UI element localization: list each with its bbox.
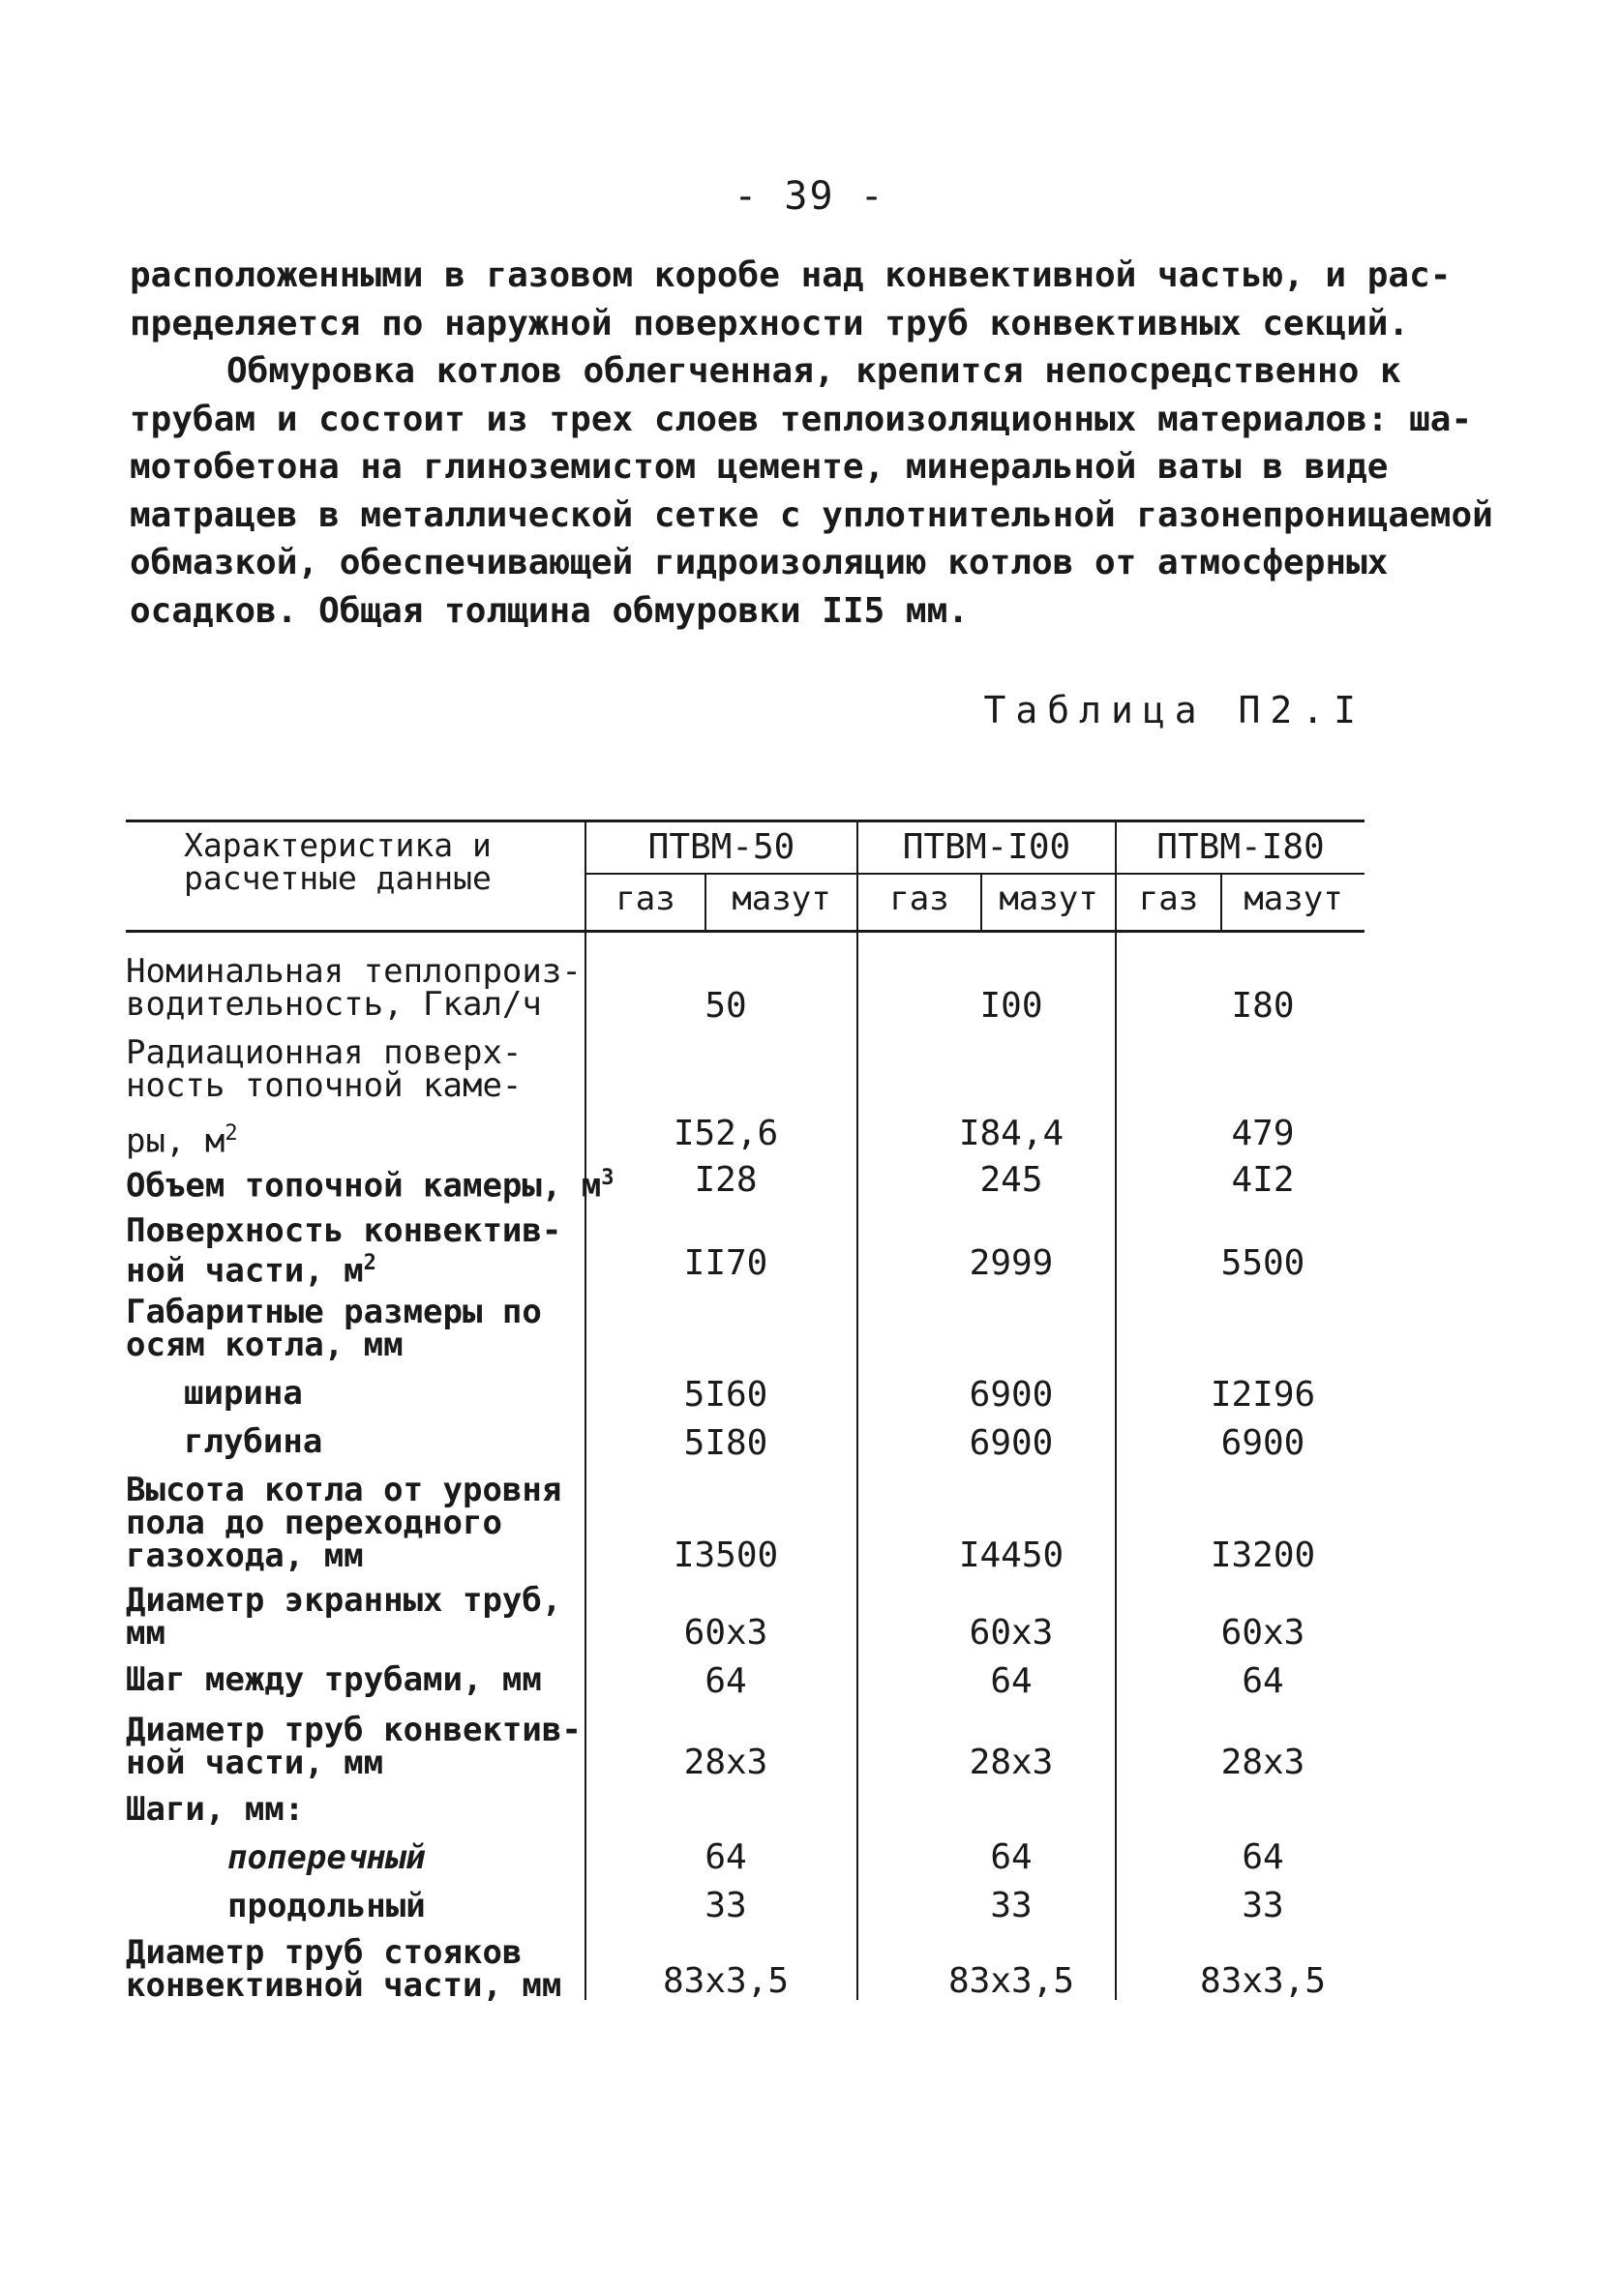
subcolumn-title: газ xyxy=(889,880,949,918)
value-cell: 83x3,5 xyxy=(662,1961,790,2001)
row-label xyxy=(126,1711,582,1782)
row-label xyxy=(126,1933,562,2005)
value-cell: I80 xyxy=(1231,986,1295,1026)
value-cell: 50 xyxy=(705,986,747,1026)
value-cell: 60x3 xyxy=(683,1613,768,1653)
row-label xyxy=(126,1211,562,1291)
unit-superscript: 2 xyxy=(363,1251,376,1275)
row-label-line: Радиационная поверх- xyxy=(126,1033,523,1072)
paragraph-line: матрацев в металлической сетке с уплотнительной газонепроницаемой xyxy=(130,494,1493,535)
value-cell: 64 xyxy=(705,1837,747,1877)
value-cell: I4450 xyxy=(958,1536,1064,1575)
value-cell: 64 xyxy=(990,1837,1033,1877)
value-cell: I52,6 xyxy=(673,1114,779,1153)
row-label-line: осям котла, мм xyxy=(126,1326,404,1364)
header-label xyxy=(184,826,492,897)
value-cell: 64 xyxy=(705,1661,747,1701)
column-title: ПТВМ-I00 xyxy=(902,827,1071,867)
value-cell: 4I2 xyxy=(1231,1160,1295,1200)
value-cell: I84,4 xyxy=(958,1114,1064,1153)
row-label-line xyxy=(126,1247,561,1291)
value-cell: 64 xyxy=(990,1661,1033,1701)
value-cell: 6900 xyxy=(1220,1423,1305,1463)
row-label-line: газохода, мм xyxy=(126,1536,364,1575)
header-label-line: Характеристика и xyxy=(184,826,492,864)
table-col-divider xyxy=(585,820,586,2000)
paragraph-line: осадков. Общая толщина обмуровки II5 мм. xyxy=(130,590,969,631)
row-label-text: Объем топочной камеры, м xyxy=(126,1166,602,1206)
row-label xyxy=(126,1471,562,1575)
row-label: Шаги, мм: xyxy=(126,1790,305,1829)
value-cell: 28x3 xyxy=(1220,1743,1305,1782)
unit-superscript: 3 xyxy=(601,1166,615,1190)
value-cell: I00 xyxy=(979,986,1043,1026)
value-cell: II70 xyxy=(683,1243,768,1283)
subcolumn-title: газ xyxy=(1138,880,1199,918)
header-label-line: расчетные данные xyxy=(184,859,492,897)
column-title: ПТВМ-50 xyxy=(647,827,795,867)
value-cell: 6900 xyxy=(969,1423,1054,1463)
row-label xyxy=(126,1581,562,1653)
value-cell: 5I80 xyxy=(683,1423,768,1463)
value-cell: 33 xyxy=(990,1886,1033,1925)
table-caption: Таблица П2.I xyxy=(983,689,1365,731)
row-label xyxy=(126,952,582,1024)
paragraph-line: трубам и состоит из трех слоев теплоизоляционных материалов: ша- xyxy=(130,399,1473,439)
paragraph-line: мотобетона на глиноземистом цементе, минеральной ваты в виде xyxy=(130,447,1389,487)
value-cell: 64 xyxy=(1242,1837,1284,1877)
subcolumn-title: мазут xyxy=(732,880,831,918)
row-label-line: Габаритные размеры по xyxy=(126,1293,542,1331)
row-label: ширина xyxy=(184,1374,303,1413)
data-table xyxy=(126,820,1364,2005)
row-label-line xyxy=(126,1118,522,1161)
row-label-text: ры, м xyxy=(126,1121,225,1161)
paragraph-line: Обмуровка котлов облегченная, крепится непосредственно к xyxy=(226,351,1401,391)
value-cell: I2I96 xyxy=(1210,1375,1316,1415)
body-text xyxy=(130,252,1493,635)
table-col-divider xyxy=(1115,820,1117,2000)
row-label-text: ной части, м xyxy=(126,1251,364,1291)
row-label-line: Поверхность конвектив- xyxy=(126,1211,562,1250)
value-cell: 5I60 xyxy=(683,1375,768,1415)
table-col-divider xyxy=(856,820,858,2000)
value-cell: 245 xyxy=(979,1160,1043,1200)
value-cell: 6900 xyxy=(969,1375,1054,1415)
value-cell: 28x3 xyxy=(683,1743,768,1782)
value-cell: I3200 xyxy=(1210,1536,1316,1575)
row-label: поперечный xyxy=(227,1838,426,1877)
row-label-line: пола до переходного xyxy=(126,1504,502,1542)
paragraph-line: пределяется по наружной поверхности труб конвективных секций. xyxy=(130,303,1410,343)
value-cell: 33 xyxy=(705,1886,747,1925)
row-label: глубина xyxy=(184,1422,323,1461)
row-label xyxy=(126,1033,523,1161)
value-cell: 83x3,5 xyxy=(1199,1961,1327,2001)
unit-superscript: 2 xyxy=(225,1121,238,1146)
row-label xyxy=(126,1293,542,1364)
column-title: ПТВМ-I80 xyxy=(1156,827,1325,867)
subcolumn-title: мазут xyxy=(999,880,1098,918)
row-label-line: конвективной части, мм xyxy=(126,1966,562,2005)
table-subheader-rule xyxy=(585,873,1364,875)
row-label-line: Высота котла от уровня xyxy=(126,1471,562,1509)
value-cell: 33 xyxy=(1242,1886,1284,1925)
row-label-line: мм xyxy=(126,1614,165,1653)
value-cell: 2999 xyxy=(969,1243,1054,1283)
value-cell: 28x3 xyxy=(969,1743,1054,1782)
value-cell: 60x3 xyxy=(969,1613,1054,1653)
value-cell: 479 xyxy=(1231,1114,1295,1153)
value-cell: I28 xyxy=(694,1160,758,1200)
row-label xyxy=(126,1162,615,1206)
value-cell: 83x3,5 xyxy=(947,1961,1075,2001)
value-cell: I3500 xyxy=(673,1536,779,1575)
paragraph-line: расположенными в газовом коробе над конвективной частью, и рас- xyxy=(130,255,1452,295)
value-cell: 64 xyxy=(1242,1661,1284,1701)
page-number: - 39 - xyxy=(734,174,885,219)
row-label-line: водительность, Гкал/ч xyxy=(126,985,542,1024)
subcolumn-title: мазут xyxy=(1244,880,1343,918)
row-label-line: ность топочной каме- xyxy=(126,1066,523,1105)
value-cell: 5500 xyxy=(1220,1243,1305,1283)
row-label-line: ной части, мм xyxy=(126,1744,384,1782)
subcolumn-title: газ xyxy=(615,880,675,918)
paragraph-line: обмазкой, обеспечивающей гидроизоляцию котлов от атмосферных xyxy=(130,543,1389,582)
table-top-rule xyxy=(126,820,1364,822)
row-label-line: Диаметр экранных труб, xyxy=(126,1581,562,1620)
row-label: продольный xyxy=(227,1887,426,1925)
row-label: Шаг между трубами, мм xyxy=(126,1660,542,1699)
value-cell: 60x3 xyxy=(1220,1613,1305,1653)
table-header-bottom-rule xyxy=(126,930,1364,933)
row-label-line: Номинальная теплопроиз- xyxy=(126,952,582,991)
row-label-line: Диаметр труб стояков xyxy=(126,1933,523,1972)
row-label-line: Диаметр труб конвектив- xyxy=(126,1711,582,1749)
